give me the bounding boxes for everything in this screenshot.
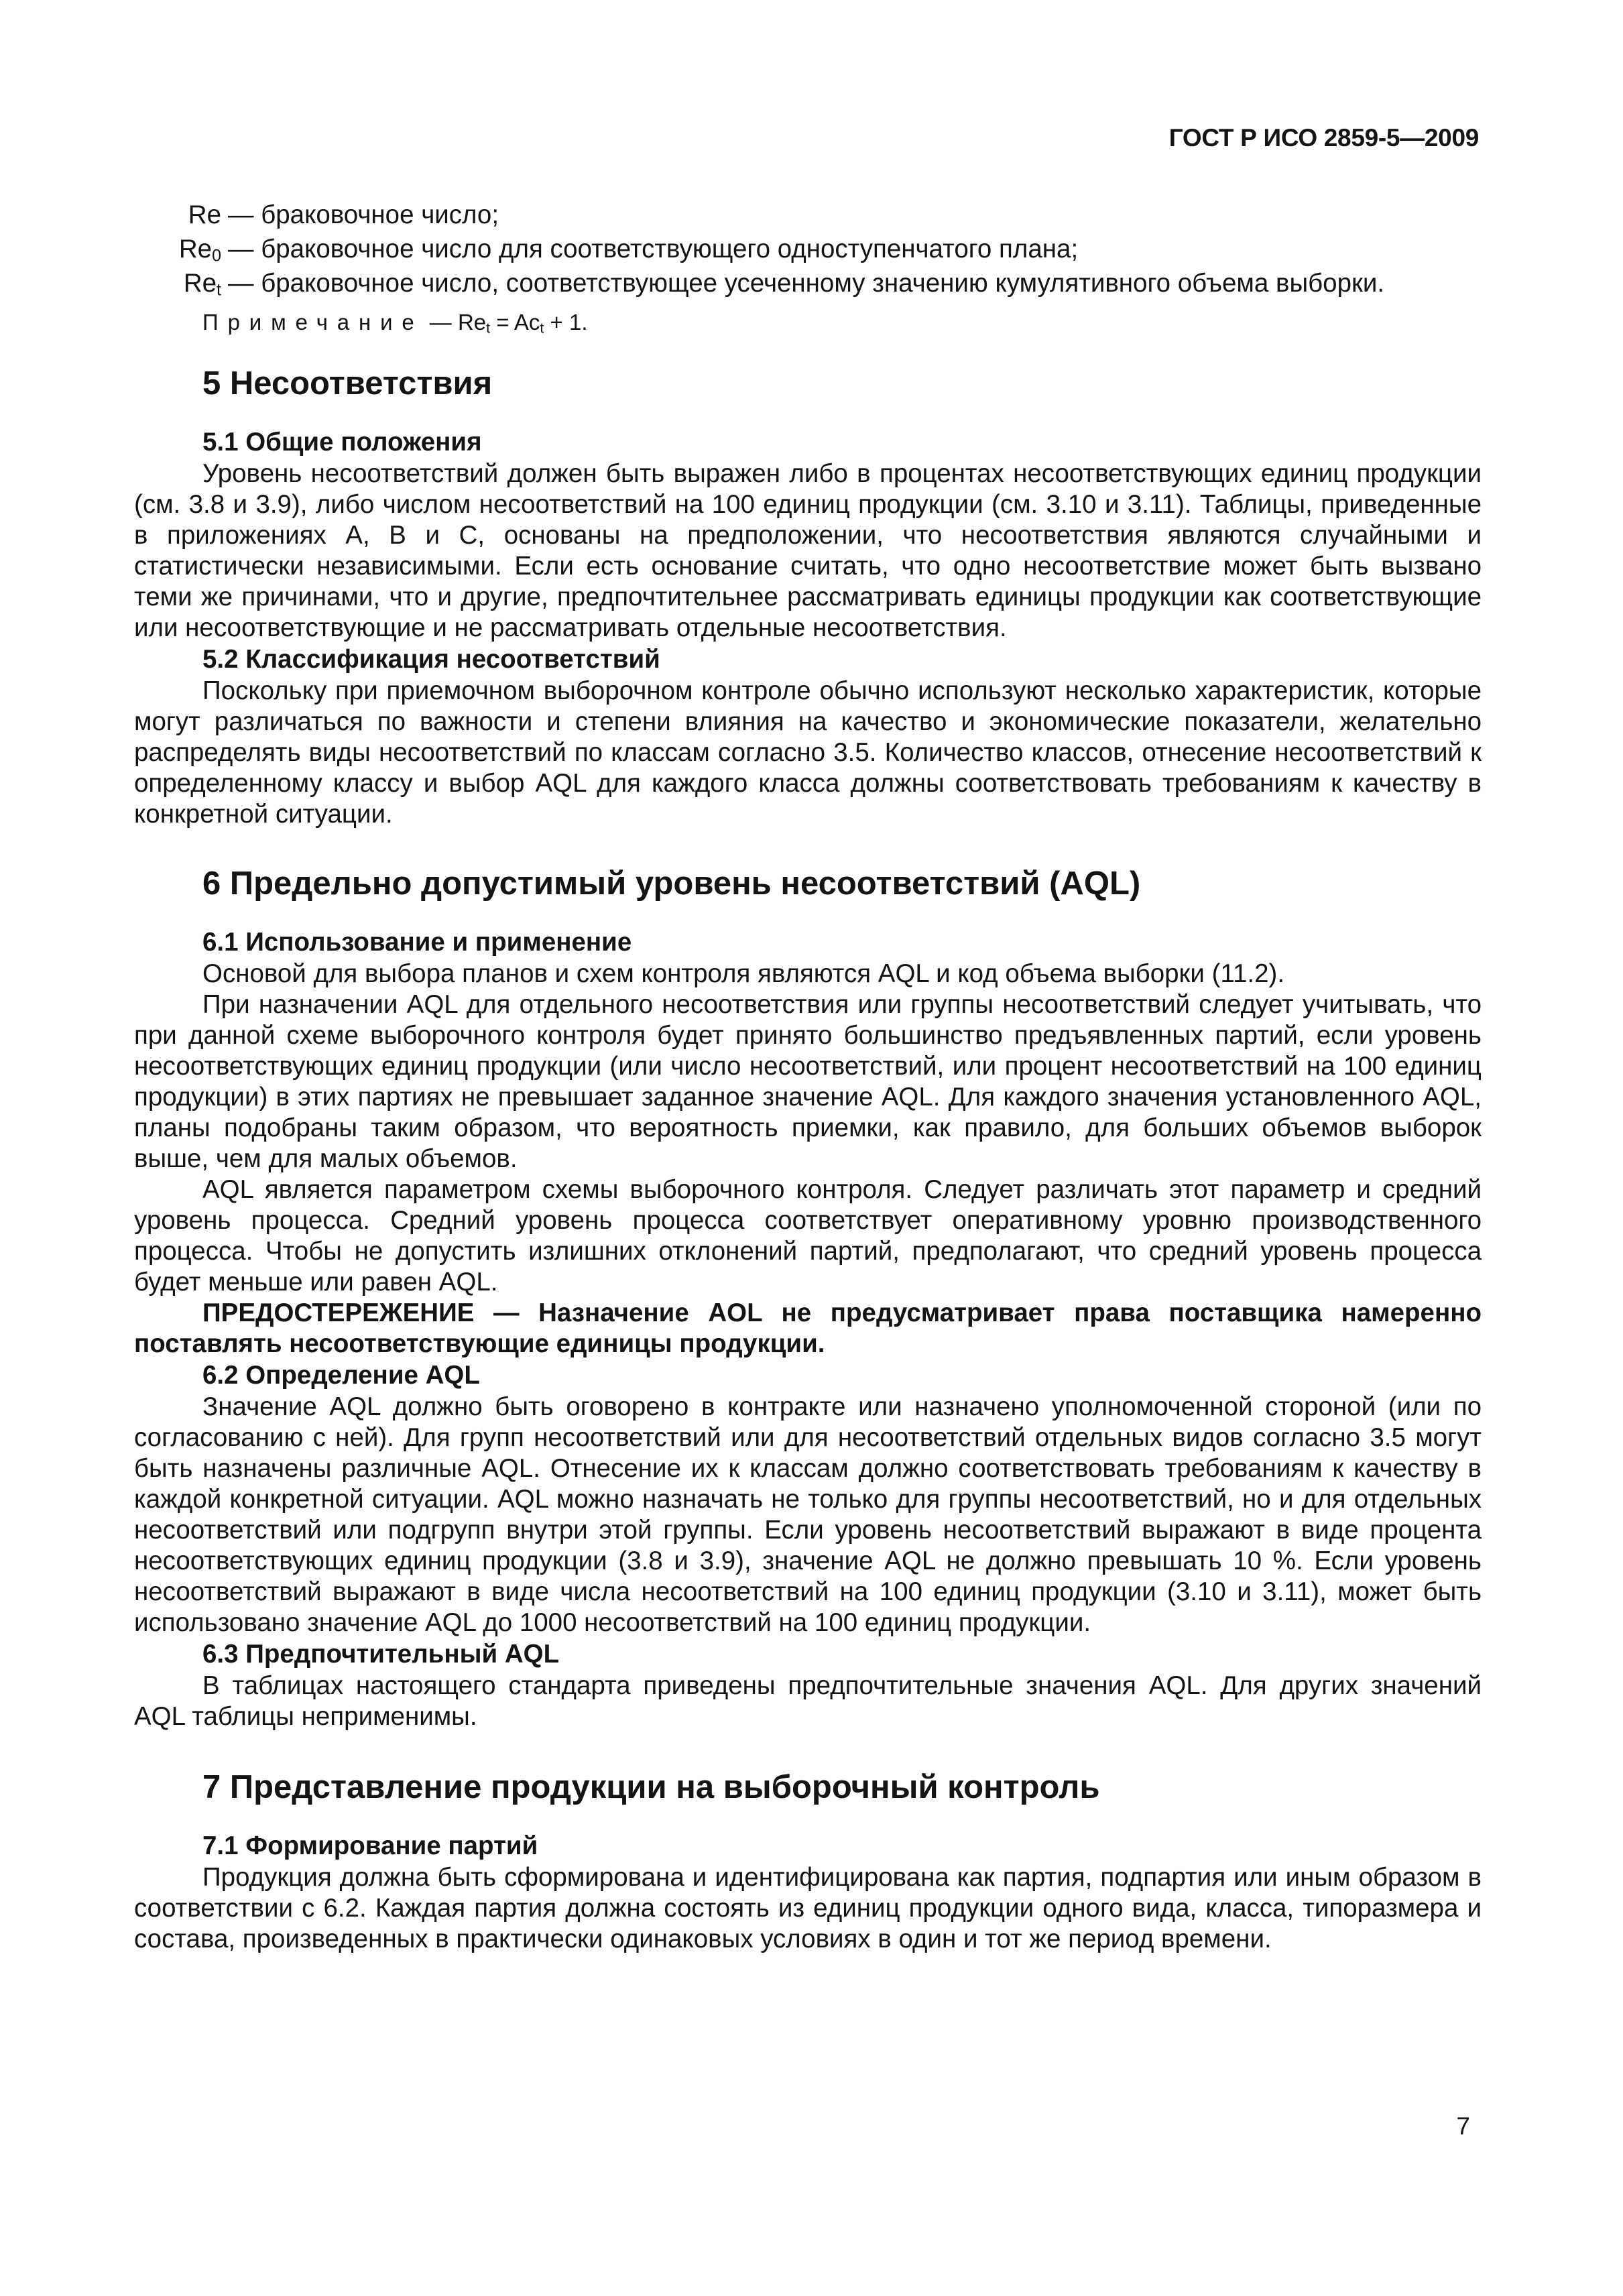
section-7-title: 7 Представление продукции на выборочный контроль [202,1769,1100,1805]
document-header: ГОСТ Р ИСО 2859-5—2009 [1168,124,1479,152]
section-6-3-paragraph: В таблицах настоящего стандарта приведены предпочтительные значения AQL. Для других значений AQL таблицы неприменимы. [134,1671,1482,1731]
definition-row [134,232,1482,266]
section-5-title: 5 Несоответствия [202,365,493,402]
section-6-2-title: 6.2 Определение AQL [202,1361,480,1390]
section-5-1-paragraph: Уровень несоответствий должен быть выражен либо в процентах несоответствующих единиц продукции (см. 3.8 и 3.9), либо числом несоответствий на 100 единиц продукции (см. 3.10 и 3.11). Таблицы, приведенные в приложениях А, В и С, основаны на предположении, что несоответствия являются случайными и статистически независимыми. Если есть основание считать, что одно несоответствие может быть вызвано теми же причинами, что и другие, предпочтительнее рассматривать единицы продукции как соответствующие или несоответствующие и не рассматривать отдельные несоответствия. [134,459,1482,642]
section-6-1-title: 6.1 Использование и применение [202,928,632,957]
section-7-1-paragraph: Продукция должна быть сформирована и идентифицирована как партия, подпартия или иным образом в соответствии с 6.2. Каждая партия должна состоять из единиц продукции одного вида, класса, типоразмера и состава, произведенных в практически одинаковых условиях в один и тот же период времени. [134,1863,1482,1953]
section-6-title: 6 Предельно допустимый уровень несоответствий (AQL) [202,865,1141,902]
section-6-3-title: 6.3 Предпочтительный AQL [202,1640,560,1669]
definition-note: Примечание — $Re_t = Ac_t + 1$. [202,310,588,337]
warning-paragraph: ПРЕДОСТЕРЕЖЕНИЕ — Назначение AOL не предусматривает права поставщика намеренно поставлять несоответствующие единицы продукции. [134,1298,1482,1358]
definition-symbol: $Re_t$ [183,269,221,300]
section-7-1-title: 7.1 Формирование партий [202,1831,538,1860]
definition-text: — браковочное число; [228,200,499,229]
section-5-2-paragraph: Поскольку при приемочном выборочном контроле обычно используют несколько характеристик, которые могут различаться по важности и степени влияния на качество и экономические показатели, желательно распределять виды несоответствий по классам согласно 3.5. Количество классов, отнесение несоответствий к определенному классу и выбор AQL для каждого класса должны соответствовать требованиям к качеству в конкретной ситуации. [134,676,1482,829]
definition-row [134,266,1482,300]
definition-symbol: $Re_0$ [178,235,221,265]
symbol-definitions [134,198,1482,339]
section-6-2-paragraph: Значение AQL должно быть оговорено в контракте или назначено уполномоченной стороной (или по согласованию с ней). Для групп несоответствий или для несоответствий отдельных видов согласно 3.5 могут быть назначены различные AQL. Отнесение их к классам должно соответствовать требованиям к качеству в каждой конкретной ситуации. AQL можно назначать не только для группы несоответствий, но и для отдельных несоответствий или подгрупп внутри этой группы. Если уровень несоответствий выражают в виде процента несоответствующих единиц продукции (3.8 и 3.9), значение AQL не должно превышать 10 %. Если уровень несоответствий выражают в виде числа несоответствий на 100 единиц продукции (3.10 и 3.11), может быть использовано значение AQL до 1000 несоответствий на 100 единиц продукции. [134,1392,1482,1637]
section-6-1-paragraph: При назначении AQL для отдельного несоответствия или группы несоответствий следует учитывать, что при данной схеме выборочного контроля будет принято большинство предъявленных партий, если уровень несоответствующих единиц продукции (или число несоответствий, или процент несоответствий на 100 единиц продукции) в этих партиях не превышает заданное значение AQL. Для каждого значения установленного AQL, планы подобраны таким образом, что вероятность приемки, как правило, для больших объемов выборок выше, чем для малых объемов. [134,990,1482,1173]
definition-text: — браковочное число, соответствующее усеченному значению кумулятивного объема выборки. [228,269,1385,298]
definition-text: — браковочное число для соответствующего одноступенчатого плана; [228,235,1079,263]
page-content [134,198,1482,1955]
section-5-1-title: 5.1 Общие положения [202,428,482,457]
section-6-1-paragraph: Основой для выбора планов и схем контроля являются AQL и код объема выборки (11.2). [202,959,1285,988]
definition-symbol: Re [188,200,221,229]
definition-row [134,198,1482,232]
section-5-2-title: 5.2 Классификация несоответствий [202,645,660,674]
page-number: 7 [1456,2112,1470,2140]
section-6-1-paragraph: AQL является параметром схемы выборочного контроля. Следует различать этот параметр и средний уровень процесса. Средний уровень процесса соответствует оперативному уровню производственного процесса. Чтобы не допустить излишних отклонений партий, предполагают, что средний уровень процесса будет меньше или равен AQL. [134,1175,1482,1296]
